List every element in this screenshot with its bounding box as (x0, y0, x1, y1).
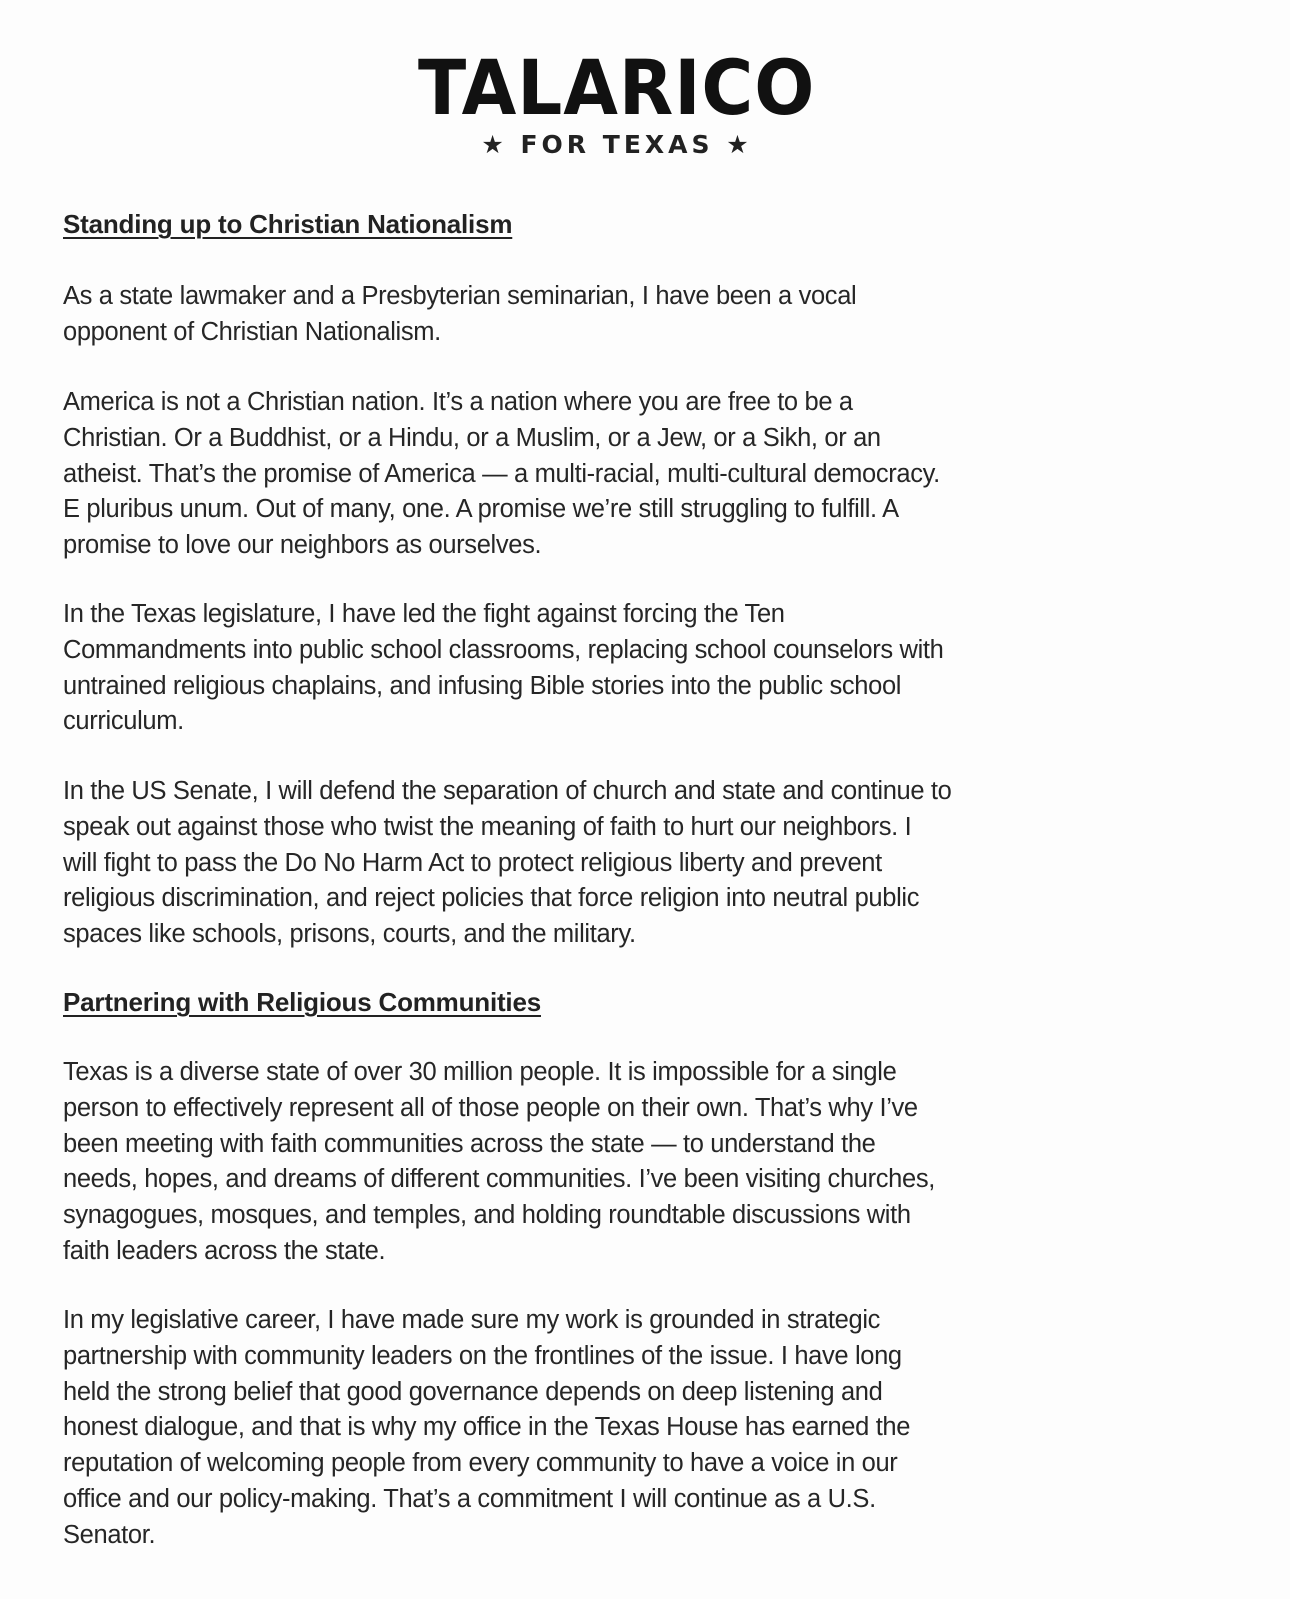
text-line: held the strong belief that good governance depends on deep listening and (63, 1377, 883, 1406)
text-line: honest dialogue, and that is why my office in the Texas House has earned the (63, 1413, 911, 1442)
text-line: untrained religious chaplains, and infusing Bible stories into the public school (63, 671, 902, 700)
paragraph (63, 1055, 935, 1270)
text-line: been meeting with faith communities across the state — to understand the (63, 1129, 876, 1158)
text-line: faith leaders across the state. (63, 1236, 386, 1265)
text-line: reputation of welcoming people from every community to have a voice in our (63, 1449, 898, 1478)
text-line: opponent of Christian Nationalism. (63, 317, 441, 346)
text-line: Texas is a diverse state of over 30 million people. It is impossible for a single (63, 1058, 897, 1086)
text-line: Commandments into public school classrooms, replacing school counselors with (63, 635, 944, 664)
paragraph (63, 279, 856, 351)
text-line: office and our policy-making. That’s a commitment I will continue as a U.S. (63, 1484, 876, 1513)
text-line: Christian. Or a Buddhist, or a Hindu, or a Muslim, or a Jew, or a Sikh, or an (63, 423, 881, 452)
text-line: partnership with community leaders on the frontlines of the issue. I have long (63, 1341, 902, 1370)
paragraph (63, 597, 943, 740)
text-line: needs, hopes, and dreams of different communities. I’ve been visiting churches, (63, 1165, 935, 1194)
section-heading: Partnering with Religious Communities (63, 987, 541, 1017)
text-line: religious discrimination, and reject policies that force religion into neutral public (63, 884, 920, 913)
text-line: Senator. (63, 1520, 156, 1549)
logo-tagline: ★ FOR TEXAS ★ (481, 130, 753, 159)
logo-name: TALARICO (418, 43, 816, 132)
text-line: America is not a Christian nation. It’s a nation where you are free to be a (63, 388, 853, 416)
text-line: E pluribus unum. Out of many, one. A promise we’re still struggling to fulfill. A (63, 495, 899, 524)
text-line: In the US Senate, I will defend the separation of church and state and continue to (63, 777, 952, 805)
section-heading: Standing up to Christian Nationalism (63, 209, 513, 239)
text-line: atheist. That’s the promise of America — a multi-racial, multi-cultural democracy. (63, 459, 940, 488)
text-line: In my legislative career, I have made sure my work is grounded in strategic (63, 1306, 881, 1334)
text-line: person to effectively represent all of those people on their own. That’s why I’ve (63, 1093, 918, 1122)
campaign-logo (0, 43, 1234, 160)
text-line: curriculum. (63, 707, 184, 736)
text-line: will fight to pass the Do No Harm Act to protect religious liberty and prevent (63, 848, 882, 877)
text-line: spaces like schools, prisons, courts, and the military. (63, 920, 636, 949)
paragraph (63, 774, 952, 953)
text-line: synagogues, mosques, and temples, and holding roundtable discussions with (63, 1201, 911, 1230)
paragraph (63, 385, 940, 564)
text-line: speak out against those who twist the meaning of faith to hurt our neighbors. I (63, 812, 912, 841)
text-line: As a state lawmaker and a Presbyterian seminarian, I have been a vocal (63, 282, 857, 310)
paragraph (63, 1303, 910, 1554)
text-line: promise to love our neighbors as ourselves. (63, 531, 542, 560)
text-line: In the Texas legislature, I have led the fight against forcing the Ten (63, 600, 785, 628)
